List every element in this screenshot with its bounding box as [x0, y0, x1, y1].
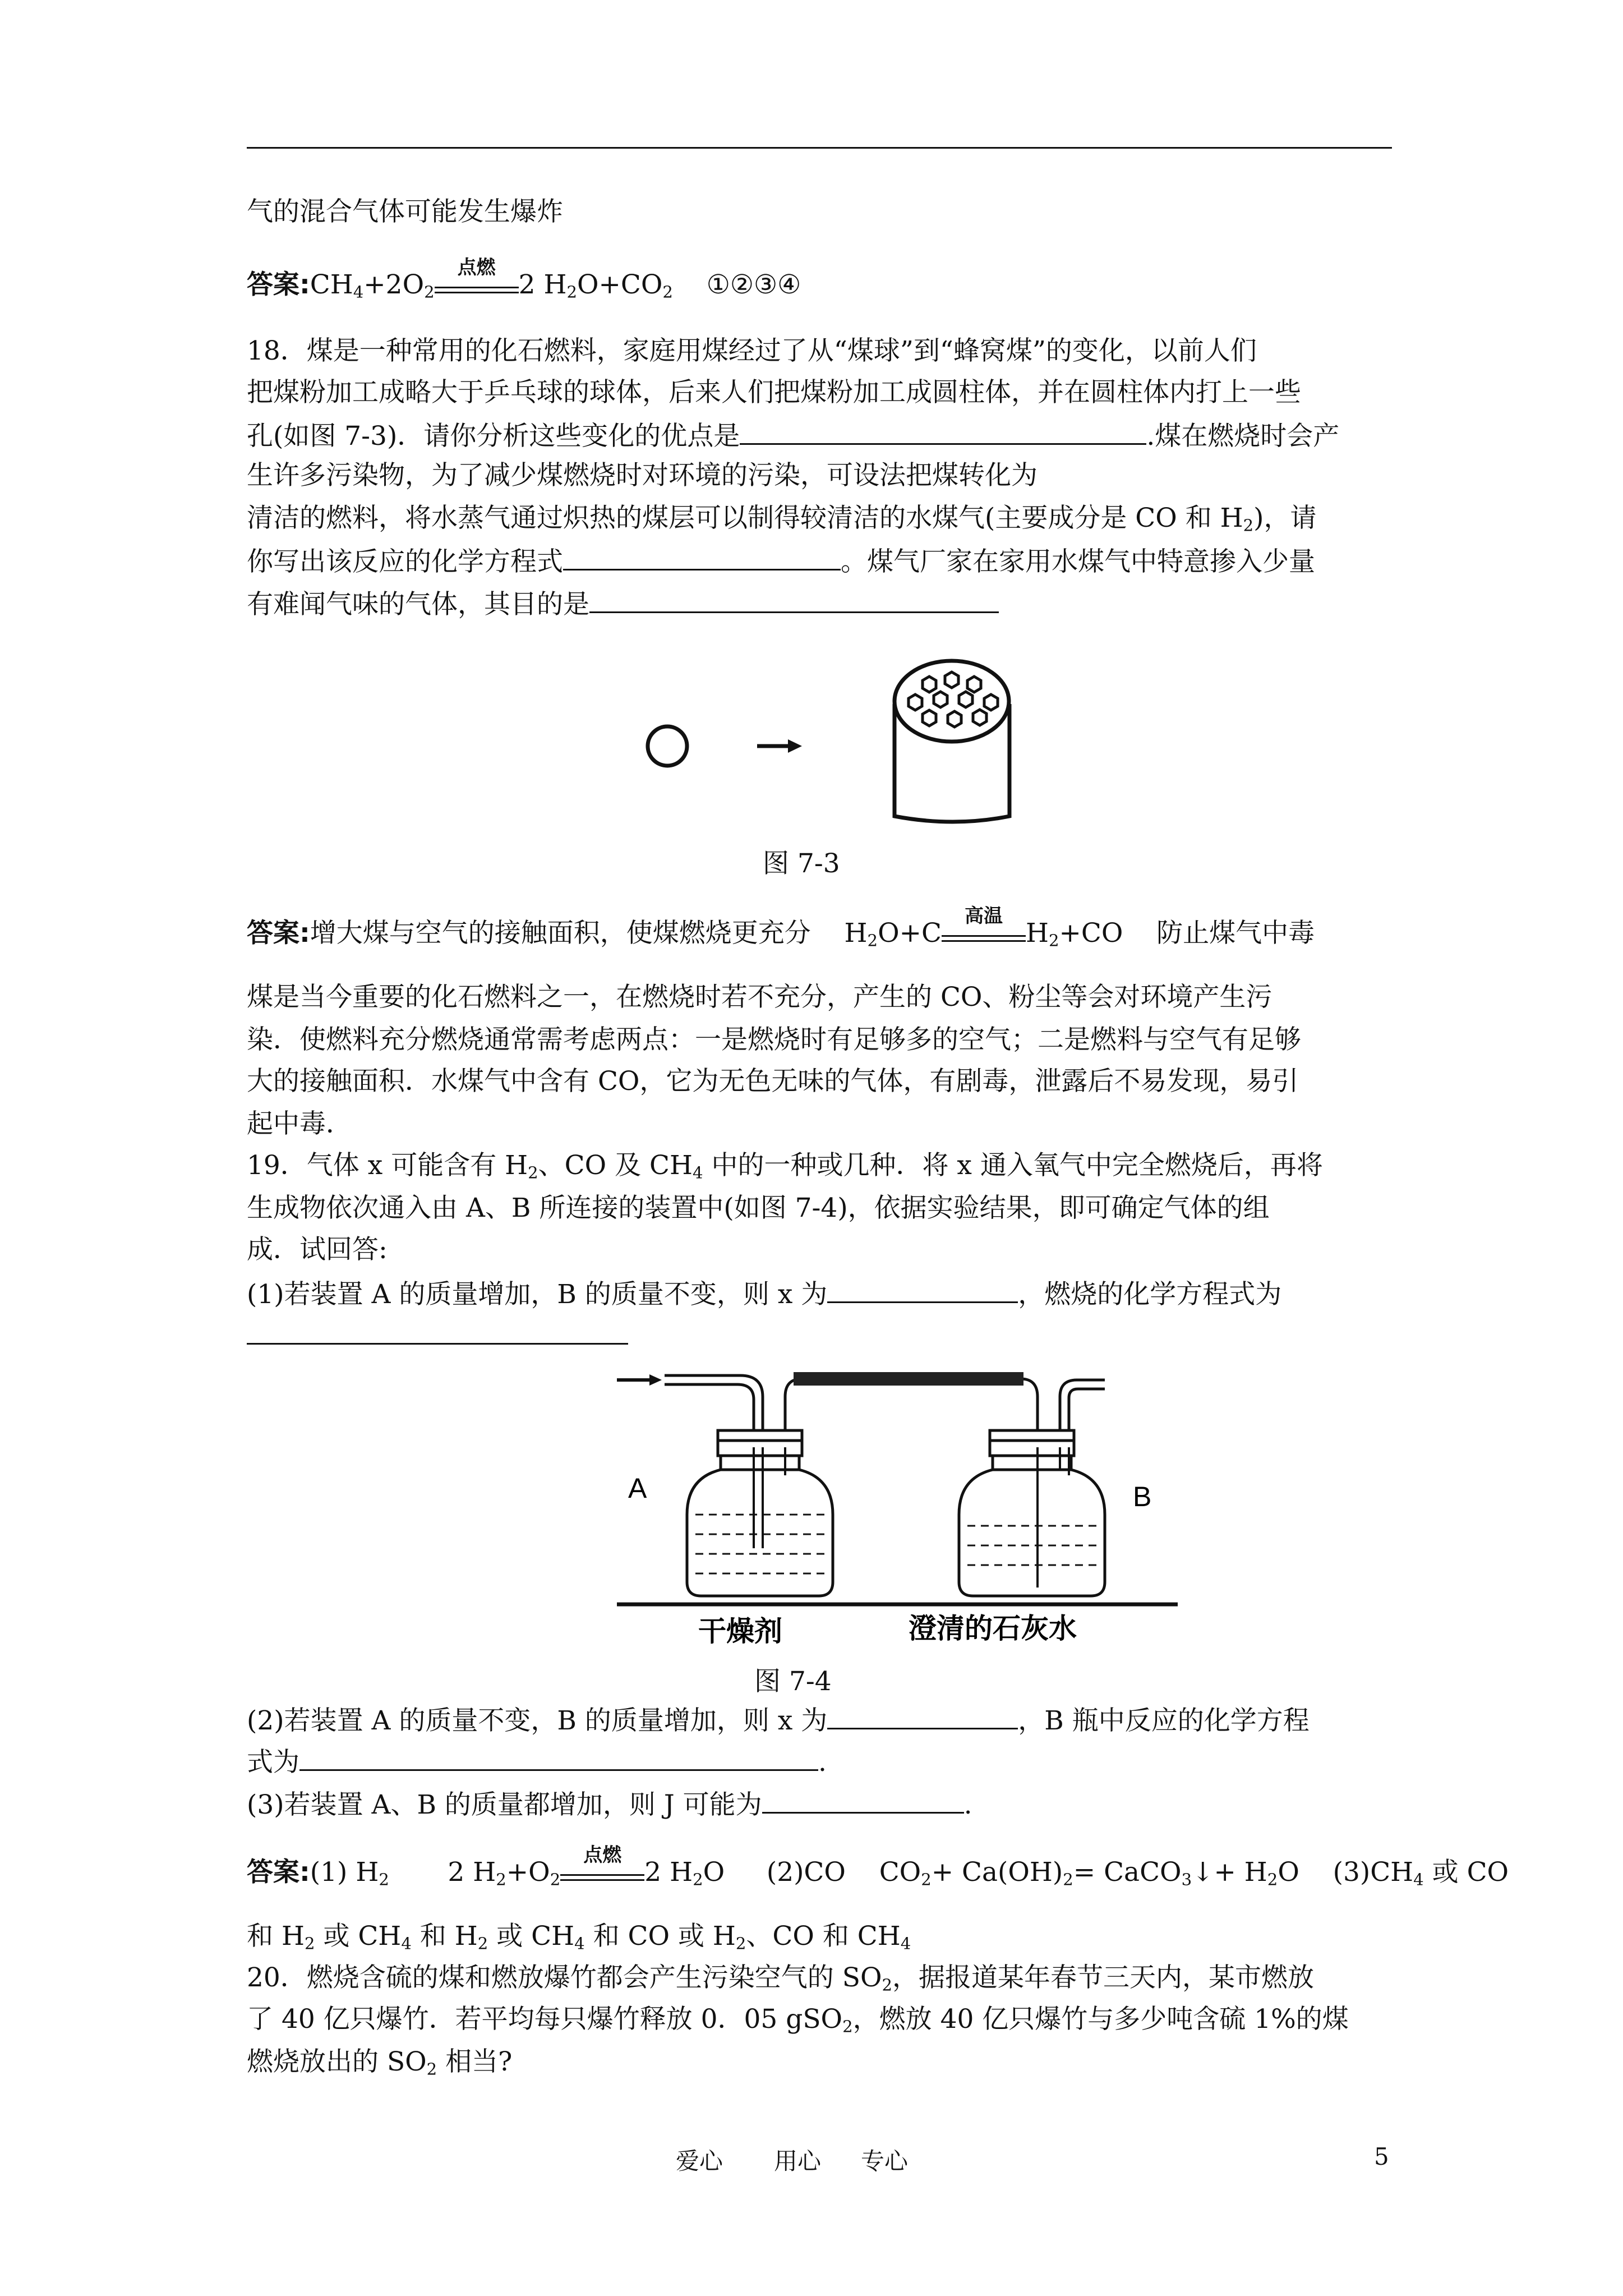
text-line: 大的接触面积．水煤气中含有 CO，它为无色无味的气体，有剧毒，泄露后不易发现，易引 [247, 1066, 1299, 1097]
text-line: 起中毒． [247, 1108, 352, 1139]
explanation: 煤是当今重要的化石燃料之一，在燃烧时若不充分，产生的 CO、粉尘等会对环境产生污 [247, 982, 1272, 1013]
text-line [247, 1318, 628, 1352]
label-a: A [628, 1473, 647, 1504]
text-line: 和 $H_2$ 或 $CH_4$ 和 $H_2$ 或 $CH_4$ 和 CO 或 $H_2$、CO 和 $CH_4$ [247, 1921, 911, 1953]
text-line: 把煤粉加工成略大于乒乓球的球体，后来人们把煤粉加工成圆柱体，并在圆柱体内打上一些 [247, 377, 1301, 408]
answer-blank [589, 587, 999, 613]
label-desiccant: 干燥剂 [698, 1615, 782, 1648]
answer-blank [827, 1703, 1018, 1729]
reaction-condition: 点燃 [560, 1864, 644, 1881]
footer-motto-2: 用心 [774, 2147, 822, 2175]
reaction-condition: 点燃 [435, 277, 519, 293]
text-line: 成．试回答: [247, 1234, 388, 1265]
figure-caption: 图 7-3 [763, 848, 840, 879]
answer-blank [762, 1787, 964, 1814]
answer-17: 答案$:CH_4+2O_2$ 点燃 2 $H_2O+CO_2$ ①②③④ [247, 256, 801, 302]
answer-blank [563, 544, 841, 570]
text-line: 染．使燃料充分燃烧通常需考虑两点：一是燃烧时有足够多的空气；二是燃料与空气有足够 [247, 1024, 1301, 1055]
footer-motto-1: 爱心 [676, 2147, 723, 2175]
text-line: (2)若装置 A 的质量不变，B 的质量增加，则 x 为 ，B 瓶中反应的化学方程 [247, 1703, 1310, 1737]
header-rule [247, 147, 1392, 149]
reaction-condition: 高温 [942, 925, 1026, 942]
question-20: 20．燃烧含硫的煤和燃放爆竹都会产生污染空气的 $SO_2$，据报道某年春节三天内，某市燃放 [247, 1962, 1315, 1995]
text-line: 清洁的燃料，将水蒸气通过炽热的煤层可以制得较清洁的水煤气(主要成分是 CO 和 $H_2$)，请 [247, 503, 1317, 535]
figure-caption: 图 7-4 [754, 1666, 832, 1697]
answer-blank [740, 418, 1146, 445]
figure-7-4 [617, 1358, 1178, 1649]
footer-motto-3: 专心 [861, 2147, 909, 2175]
text-line: (1)若装置 A 的质量增加，B 的质量不变，则 x 为 ，燃烧的化学方程式为 [247, 1277, 1281, 1310]
answer-18: 答案:增大煤与空气的接触面积，使煤燃烧更充分 $H_2O+C$ 高温 $H_2+CO$ 防止煤气中毒 [247, 905, 1315, 950]
text-line: 气的混合气体可能发生爆炸 [247, 196, 563, 227]
label-limewater: 澄清的石灰水 [909, 1612, 1077, 1645]
text-line: 燃烧放出的 $SO_2$ 相当? [247, 2046, 513, 2079]
answer-blank [299, 1745, 818, 1771]
text-line: 孔(如图 7-3)．请你分析这些变化的优点是 .煤在燃烧时会产 [247, 418, 1339, 452]
question-18: 18．煤是一种常用的化石燃料，家庭用煤经过了从“煤球”到“蜂窝煤”的变化，以前人们 [247, 335, 1257, 366]
text-line: 了 40 亿只爆竹．若平均每只爆竹释放 0．05 gSO$_2$，燃放 40 亿只爆竹与多少吨含硫 1%的煤 [247, 2004, 1349, 2036]
question-19: 19．气体 x 可能含有 $H_2$、CO 及 $CH_4$ 中的一种或几种．将 x 通入氧气中完全燃烧后，再将 [247, 1150, 1323, 1182]
answer-blank [827, 1277, 1018, 1303]
answer-blank [247, 1318, 628, 1345]
label-b: B [1133, 1481, 1152, 1512]
text-line: 生成物依次通入由 A、B 所连接的装置中(如图 7-4)，依据实验结果，即可确定气体的组 [247, 1193, 1270, 1223]
text-line: 生许多污染物，为了减少煤燃烧时对环境的污染，可设法把煤转化为 [247, 460, 1038, 491]
text-line: 有难闻气味的气体，其目的是 [247, 587, 999, 620]
text-line: 式为 . [247, 1745, 827, 1778]
figure-7-3 [617, 628, 1009, 841]
page-number: 5 [1374, 2143, 1389, 2170]
text-line: 你写出该反应的化学方程式 。煤气厂家在家用水煤气中特意掺入少量 [247, 544, 1315, 578]
text-line: (3)若装置 A、B 的质量都增加，则 J 可能为 . [247, 1787, 972, 1821]
answer-19: 答案:(1) $H_2$ 2 $H_2+O_2$ 点燃 2 $H_2O$ (2)CO $CO_2+ Ca(OH)_2=$ CaCO$_3$↓+ $H_2O$ $(3)CH_4$ 或 CO [247, 1844, 1509, 1889]
